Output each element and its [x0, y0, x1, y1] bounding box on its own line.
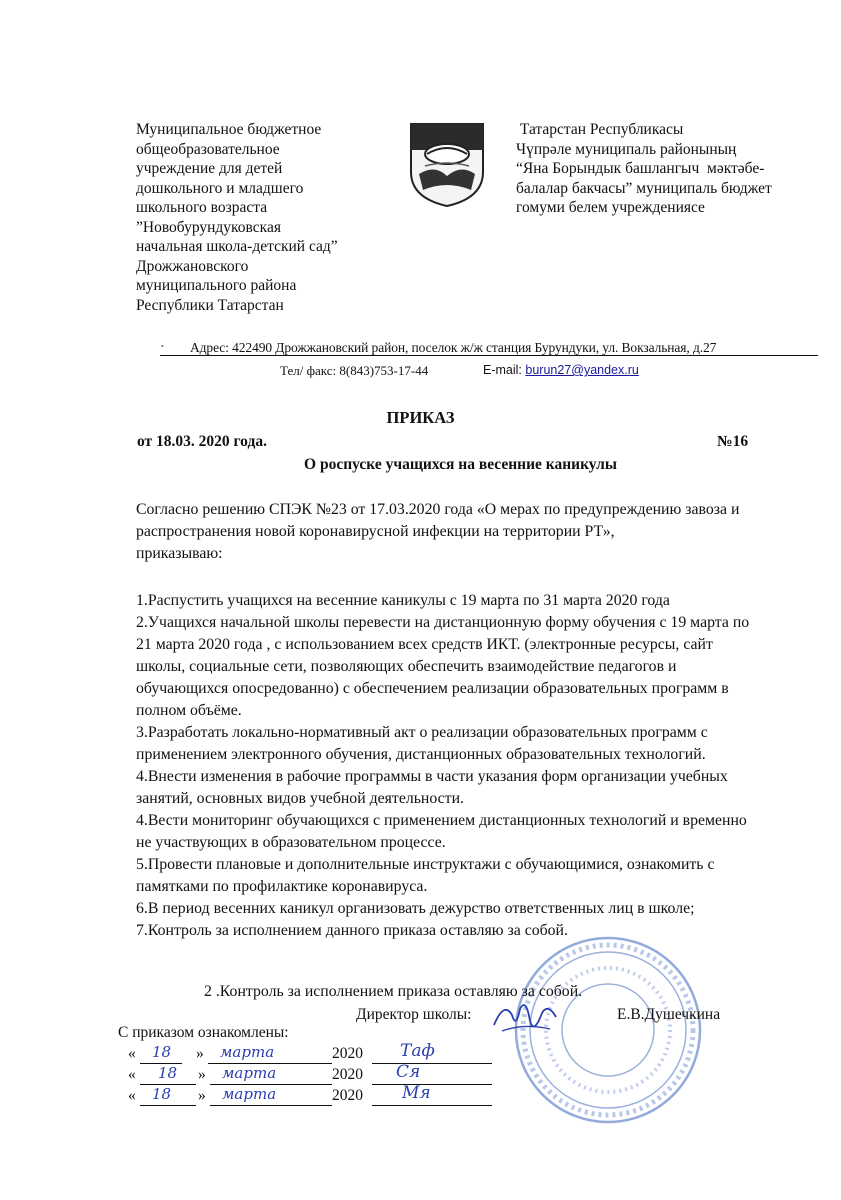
address: Адрес: 422490 Дрожжановский район, поселок ж/ж станция Бурундуки, ул. Вокзальная, д.27: [190, 340, 717, 355]
ack-month: марта: [222, 1064, 277, 1082]
email-link[interactable]: burun27@yandex.ru: [525, 363, 639, 377]
ack-year: 2020: [332, 1087, 363, 1104]
header-left-line: общеобразовательное: [136, 140, 280, 158]
header-divider: [160, 355, 818, 356]
item-line: занятий, основных видов учебной деятельности.: [136, 790, 464, 807]
item-line: 5.Провести плановые и дополнительные инструктажи с обучающимися, ознакомить с: [136, 856, 715, 873]
order-date: от 18.03. 2020 года.: [137, 433, 267, 450]
order-items: [136, 590, 826, 942]
header-left-line: начальная школа-детский сад”: [136, 238, 338, 255]
ack-day: 18: [152, 1043, 172, 1061]
ack-year: 2020: [332, 1045, 363, 1062]
intro-line: распространения новой коронавирусной инфекции на территории РТ»,: [136, 523, 615, 540]
header-left-line: муниципального района: [136, 277, 297, 294]
item-line: 21 марта 2020 года , с использованием всех средств ИКТ. (электронные ресурсы, сайт: [136, 636, 713, 653]
item-line: обучающихся опосредованно) с обеспечением реализации образовательных программ в: [136, 680, 729, 697]
header-left-line: Дрожжановского: [136, 257, 249, 275]
acknowledgement-label: С приказом ознакомлены:: [118, 1024, 289, 1041]
order-number: №16: [717, 433, 749, 450]
ack-month: марта: [220, 1043, 275, 1061]
quote-open: «: [128, 1087, 136, 1104]
item-line: 3.Разработать локально-нормативный акт о реализации образовательных программ с: [136, 724, 708, 741]
ack-signature: Таф: [400, 1041, 435, 1061]
ack-day: 18: [158, 1064, 178, 1082]
email-label: E-mail:: [483, 363, 526, 377]
quote-open: «: [128, 1045, 136, 1062]
phone: Тел/ факс: 8(843)753-17-44: [280, 363, 429, 378]
header-right-line: гомуми белем учреждениясе: [516, 199, 705, 216]
director-label: Директор школы:: [356, 1006, 472, 1023]
header-left-line: ”Новобурундуковская: [136, 218, 281, 236]
email-block: [483, 363, 639, 377]
item-line: школы, социальные сети, позволяющих обеспечить взаимодействие педагогов и: [136, 658, 677, 675]
ack-signature: Мя: [402, 1083, 431, 1103]
item-line: полном объёме.: [136, 702, 242, 719]
header-right-org-name: [516, 120, 816, 218]
quote-close: »: [198, 1066, 206, 1083]
director-signature-icon: [490, 995, 560, 1040]
bullet-mark-icon: •: [161, 342, 164, 351]
header-left-org-name: [136, 120, 386, 315]
header-left-line: дошкольного и младшего: [136, 179, 304, 197]
item-line: не участвующих в образовательном процессе.: [136, 834, 446, 851]
director-name: Е.В.Душечкина: [617, 1006, 721, 1023]
header-right-line: “Яна Борындык башлангыч мәктәбе-: [516, 160, 765, 177]
header-left-line: Республики Татарстан: [136, 296, 284, 314]
control-repeat: 2 .Контроль за исполнением приказа оставляю за собой.: [204, 983, 583, 1000]
item-line: 1.Распустить учащихся на весенние каникулы с 19 марта по 31 марта 2020 года: [136, 592, 670, 609]
header-right-line: Татарстан Республикасы: [516, 121, 684, 138]
item-line: 4.Вести мониторинг обучающихся с применением дистанционных технологий и временно: [136, 812, 747, 829]
intro-line: приказываю:: [136, 545, 223, 562]
item-line: 4.Внести изменения в рабочие программы в части указания форм организации учебных: [136, 768, 728, 785]
ack-year: 2020: [332, 1066, 363, 1083]
quote-open: «: [128, 1066, 136, 1083]
ack-day: 18: [152, 1085, 172, 1103]
item-line: 6.В период весенних каникул организовать дежурство ответственных лиц в школе;: [136, 900, 695, 917]
header-right-line: Чүпрәле муниципаль районының: [516, 140, 737, 158]
header-left-line: Муниципальное бюджетное: [136, 121, 322, 138]
header-left-line: школьного возраста: [136, 199, 268, 216]
order-subject: О роспуске учащихся на весенние каникулы: [304, 456, 617, 473]
intro-line: Согласно решению СПЭК №23 от 17.03.2020 года «О мерах по предупреждению завоза и: [136, 501, 740, 518]
coat-of-arms-icon: [405, 120, 489, 208]
item-line: 7.Контроль за исполнением данного приказа оставляю за собой.: [136, 922, 568, 939]
header-right-line: балалар бакчасы” муниципаль бюджет: [516, 179, 772, 197]
quote-close: »: [198, 1087, 206, 1104]
ack-signature: Ся: [396, 1062, 421, 1082]
quote-close: »: [196, 1045, 204, 1062]
item-line: 2.Учащихся начальной школы перевести на дистанционную форму обучения с 19 марта по: [136, 614, 750, 631]
ack-month: марта: [222, 1085, 277, 1103]
item-line: применением электронного обучения, дистанционных образовательных технологий.: [136, 746, 706, 763]
order-title: ПРИКАЗ: [386, 408, 455, 427]
header-left-line: учреждение для детей: [136, 160, 283, 177]
item-line: памятками по профилактике коронавируса.: [136, 878, 428, 895]
intro-paragraph: [136, 499, 826, 565]
